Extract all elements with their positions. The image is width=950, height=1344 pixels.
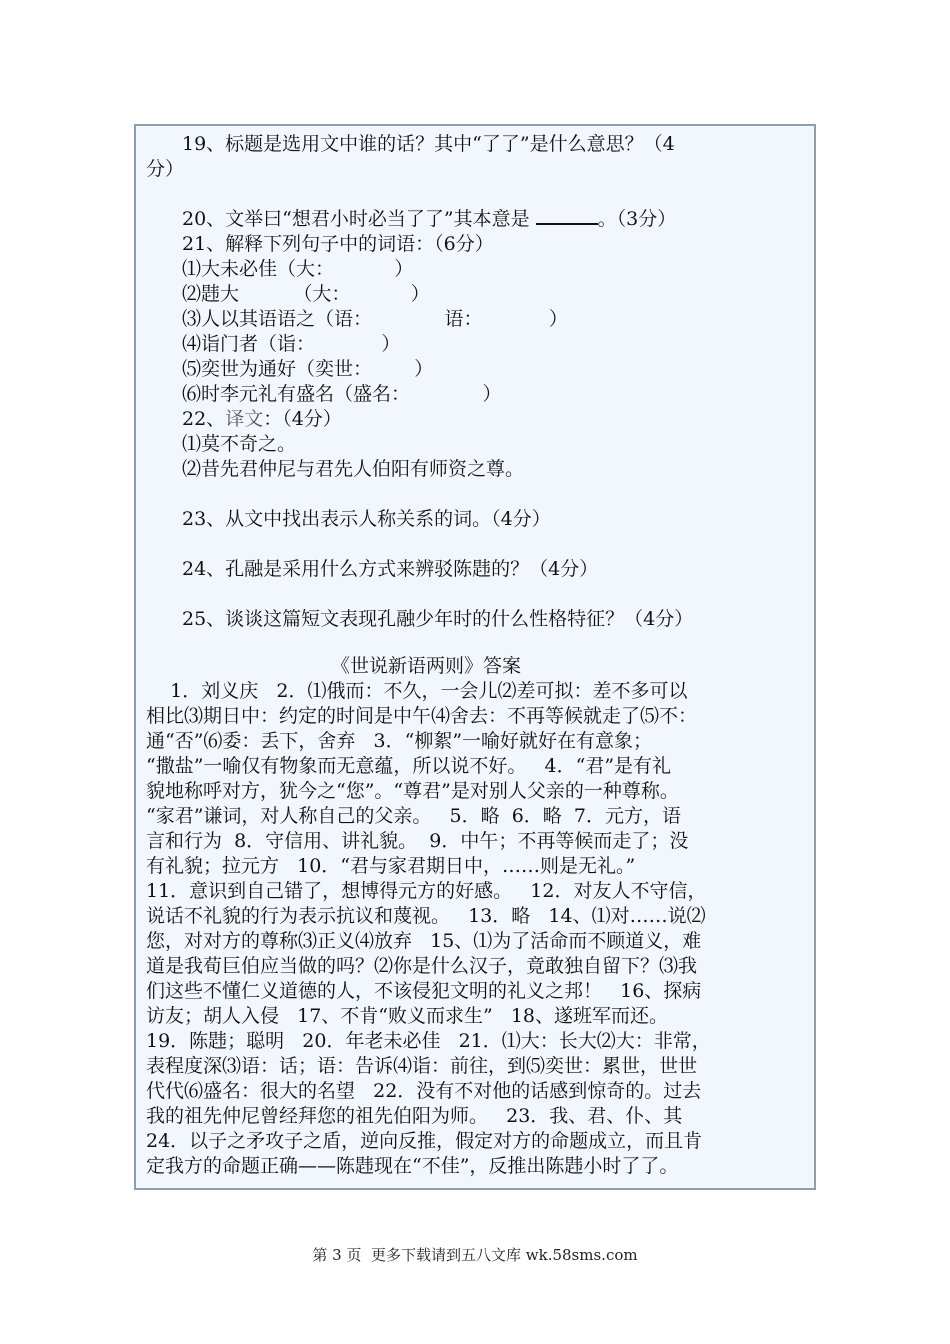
answer-line: 定我方的命题正确——陈韪现在“不佳”，反推出陈韪小时了了。 — [146, 1155, 679, 1177]
question-21-item-6: ⑹时李元礼有盛名（盛名： ） — [182, 383, 502, 405]
answer-blank — [536, 207, 598, 225]
question-21-item-5: ⑸奕世为通好（奕世： ） — [182, 358, 434, 380]
question-22 — [146, 407, 802, 432]
question-21: 21、解释下列句子中的词语：（6分） — [182, 233, 494, 255]
answer-line: 言和行为 8．守信用、讲礼貌。 9．中午；不再等候而走了；没 — [146, 830, 689, 852]
question-21-item-1: ⑴大未必佳（大： ） — [182, 258, 414, 280]
answer-line: 通“否”⑹委：丢下，舍弃 3．“柳絮”一喻好就好在有意象； — [146, 730, 653, 752]
question-21-item-3: ⑶人以其语语之（语： 语： ） — [182, 308, 568, 330]
question-21-item-2: ⑵韪大 （大： ） — [182, 283, 430, 305]
answer-line: 11．意识到自己错了，想博得元方的好感。 12．对友人不守信， — [146, 880, 707, 902]
answer-line: 1．刘义庆 2．⑴俄而：不久，一会儿⑵差可拟：差不多可以 — [146, 680, 688, 702]
question-25: 25、谈谈这篇短文表现孔融少年时的什么性格特征？（4分） — [182, 608, 694, 630]
question-22-score: ：（4分） — [263, 408, 342, 430]
question-22-label: 译文 — [225, 408, 264, 430]
question-23: 23、从文中找出表示人称关系的词。（4分） — [182, 508, 551, 530]
question-22-item-1: ⑴莫不奇之。 — [182, 433, 297, 455]
answer-line: 相比⑶期日中：约定的时间是中午⑷舍去：不再等候就走了⑸不： — [146, 705, 698, 727]
answer-line: 您，对对方的尊称⑶正义⑷放弃 15、⑴为了活命而不顾道义，难 — [146, 930, 702, 952]
answer-line: 貌地称呼对方，犹今之“您”。“尊君”是对别人父亲的一种尊称。 — [146, 780, 679, 802]
question-19-cont: 分） — [146, 158, 185, 180]
question-21-item-4: ⑷诣门者（诣： ） — [182, 333, 401, 355]
answer-line: 有礼貌；拉元方 10．“君与家君期日中，……则是无礼。” — [146, 855, 636, 877]
answers-section — [146, 654, 808, 1179]
answer-line: 访友；胡人入侵 17、不肯“败义而求生” 18、遂班军而还。 — [146, 1005, 669, 1027]
answer-line: 19．陈韪；聪明 20．年老未必佳 21．⑴大：长大⑵大：非常， — [146, 1030, 711, 1052]
question-20 — [146, 207, 802, 232]
answers-title: 《世说新语两则》答案 — [330, 655, 521, 677]
question-24: 24、孔融是采用什么方式来辨驳陈韪的？（4分） — [182, 558, 599, 580]
question-22-number: 22、 — [182, 408, 226, 430]
questions-section — [146, 132, 802, 632]
answer-line: “撒盐”一喻仅有物象而无意蕴，所以说不好。 4．“君”是有礼 — [146, 755, 672, 777]
answer-line: 表程度深⑶语：话；语：告诉⑷诣：前往，到⑸奕世：累世，世世 — [146, 1055, 698, 1077]
question-22-item-2: ⑵昔先君仲尼与君先人伯阳有师资之尊。 — [182, 458, 525, 480]
answers-body — [146, 679, 808, 1179]
question-20-text: 20、文举曰“想君小时必当了了”其本意是 — [182, 208, 530, 230]
question-19: 19、标题是选用文中谁的话？其中“了了”是什么意思？（4 — [182, 133, 675, 155]
answer-line: “家君”谦词，对人称自己的父亲。 5．略 6．略 7．元方，语 — [146, 805, 681, 827]
spacer — [146, 482, 802, 507]
answer-line: 代代⑹盛名：很大的名望 22．没有不对他的话感到惊奇的。过去 — [146, 1080, 702, 1102]
answer-line: 道是我荀巨伯应当做的吗？⑵你是什么汉子，竟敢独自留下？⑶我 — [146, 955, 698, 977]
content-frame — [134, 124, 816, 1190]
answer-line: 说话不礼貌的行为表示抗议和蔑视。 13．略 14、⑴对……说⑵ — [146, 905, 706, 927]
answer-line: 我的祖先仲尼曾经拜您的祖先伯阳为师。 23．我、君、仆、其 — [146, 1105, 683, 1127]
spacer — [146, 582, 802, 607]
spacer — [146, 182, 802, 207]
question-20-score: 。（3分） — [597, 208, 677, 230]
spacer — [146, 532, 802, 557]
answer-line: 们这些不懂仁义道德的人，不该侵犯文明的礼义之邦！ 16、探病 — [146, 980, 702, 1002]
page-footer: 第 3 页 更多下载请到五八文库 wk.58sms.com — [312, 1246, 638, 1264]
answer-line: 24．以子之矛攻子之盾，逆向反推，假定对方的命题成立，而且肯 — [146, 1130, 703, 1152]
